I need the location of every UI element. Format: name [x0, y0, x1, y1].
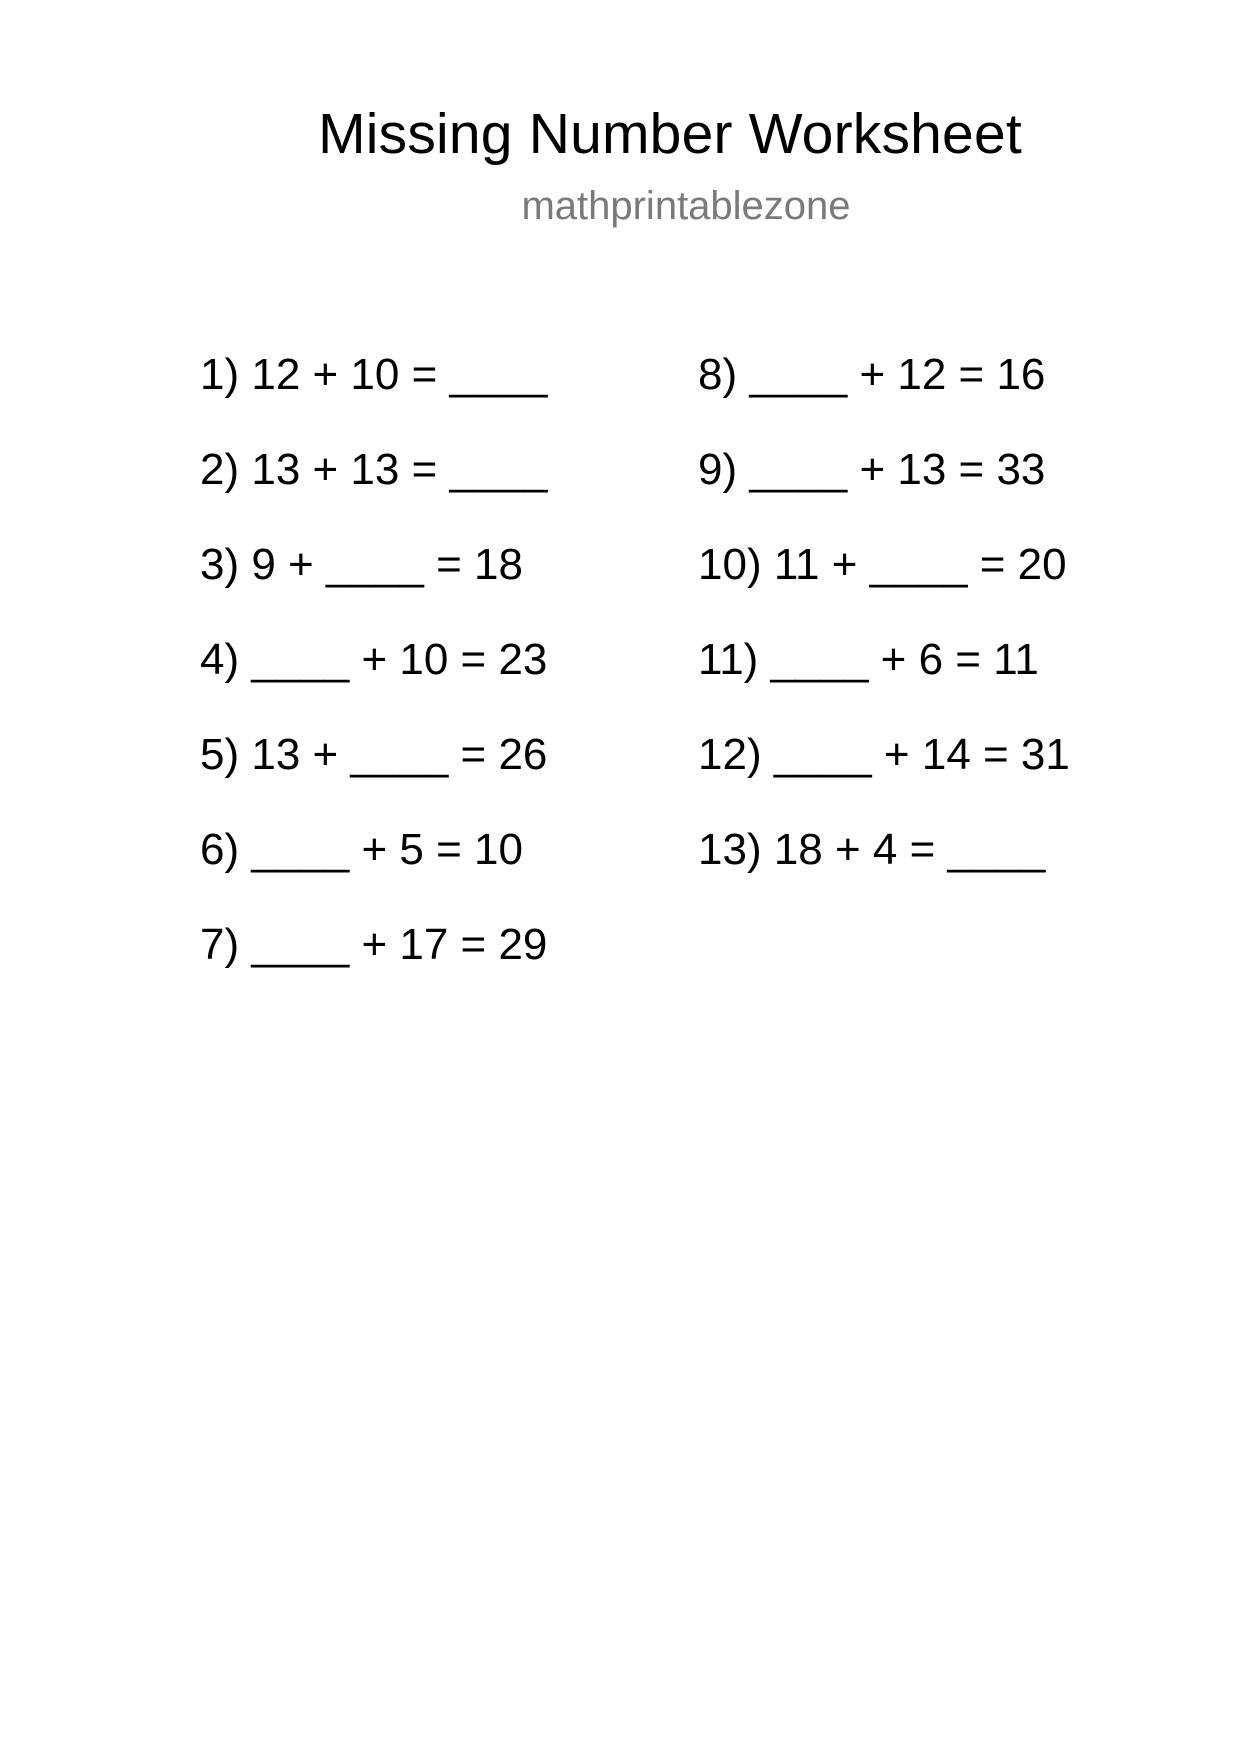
- problem-12: 12) ____ + 14 = 31: [698, 730, 1070, 779]
- problem-1: 1) 12 + 10 = ____: [200, 350, 548, 399]
- problem-column-left: [200, 347, 547, 1012]
- problem-5: 5) 13 + ____ = 26: [200, 730, 548, 779]
- page-subtitle: mathprintablezone: [521, 184, 851, 228]
- page-title: Missing Number Worksheet: [318, 102, 1022, 166]
- problem-4: 4) ____ + 10 = 23: [200, 635, 548, 684]
- problem-column-right: [698, 347, 1070, 917]
- problem-10: 10) 11 + ____ = 20: [698, 540, 1067, 589]
- problem-11: 11) ____ + 6 = 11: [698, 635, 1039, 684]
- problem-13: 13) 18 + 4 = ____: [698, 825, 1046, 874]
- problem-6: 6) ____ + 5 = 10: [200, 825, 523, 874]
- problem-2: 2) 13 + 13 = ____: [200, 445, 548, 494]
- problem-8: 8) ____ + 12 = 16: [698, 350, 1046, 399]
- problem-9: 9) ____ + 13 = 33: [698, 445, 1046, 494]
- problem-7: 7) ____ + 17 = 29: [200, 920, 548, 969]
- problem-3: 3) 9 + ____ = 18: [200, 540, 523, 589]
